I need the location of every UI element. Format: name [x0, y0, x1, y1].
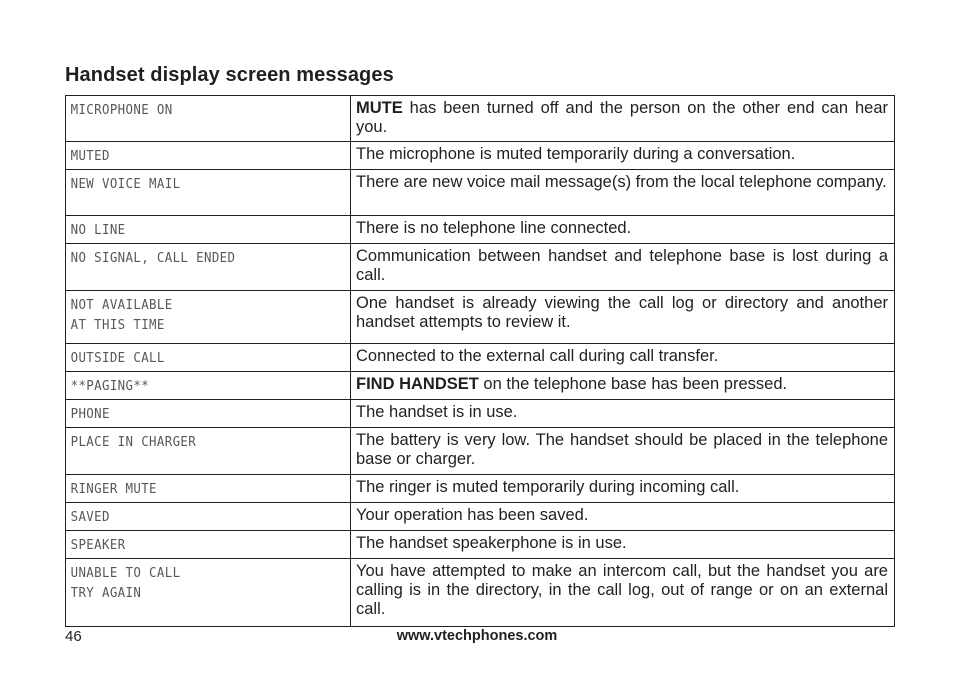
page-title: Handset display screen messages — [65, 64, 394, 86]
table-row — [66, 475, 895, 503]
description-text — [351, 372, 894, 396]
display-message-text: NOT AVAILABLE AT THIS TIME — [70, 297, 173, 333]
description-text — [351, 291, 894, 334]
messages-table — [65, 95, 895, 627]
display-message-cell — [66, 216, 351, 244]
description-body: Your operation has been saved. — [356, 506, 589, 524]
display-message-cell — [66, 475, 351, 503]
description-text — [351, 96, 894, 139]
description-body: The handset speakerphone is in use. — [356, 534, 627, 552]
page-number: 46 — [65, 628, 82, 645]
description-text — [351, 216, 894, 240]
display-message-cell — [66, 503, 351, 531]
display-message-text: PLACE IN CHARGER — [70, 434, 197, 450]
description-cell — [351, 96, 895, 142]
table-row — [66, 559, 895, 627]
description-body: Communication between handset and telephone base is lost during a call. — [356, 247, 888, 284]
display-message-cell — [66, 291, 351, 344]
description-cell — [351, 475, 895, 503]
description-text — [351, 475, 894, 499]
display-message-cell — [66, 531, 351, 559]
description-body: There is no telephone line connected. — [356, 219, 632, 237]
table-row — [66, 344, 895, 372]
footer-url: www.vtechphones.com — [396, 628, 558, 644]
description-cell — [351, 216, 895, 244]
description-body: The battery is very low. The handset should be placed in the telephone base or charger. — [356, 431, 888, 468]
key-name: MUTE — [356, 99, 403, 117]
table-row — [66, 96, 895, 142]
display-message-text: SPEAKER — [70, 537, 126, 553]
display-message-cell — [66, 344, 351, 372]
key-name: FIND HANDSET — [356, 375, 479, 393]
display-message-cell — [66, 400, 351, 428]
description-body: There are new voice mail message(s) from the local telephone company. — [356, 173, 887, 191]
description-text — [351, 400, 894, 424]
description-body: One handset is already viewing the call log or directory and another handset attempts to review it. — [356, 294, 888, 331]
table-row — [66, 170, 895, 216]
description-body: The ringer is muted temporarily during incoming call. — [356, 478, 740, 496]
description-cell — [351, 244, 895, 291]
description-cell — [351, 170, 895, 216]
description-cell — [351, 142, 895, 170]
description-body: has been turned off and the person on the other end can hear you. — [356, 99, 888, 136]
table-row — [66, 400, 895, 428]
table-row — [66, 142, 895, 170]
display-message-text: UNABLE TO CALL TRY AGAIN — [70, 565, 181, 601]
messages-table-body — [66, 96, 895, 627]
display-message-text: RINGER MUTE — [70, 481, 157, 497]
table-row — [66, 291, 895, 344]
description-cell — [351, 531, 895, 559]
display-message-text: NEW VOICE MAIL — [70, 176, 181, 192]
table-row — [66, 531, 895, 559]
description-body: The handset is in use. — [356, 403, 518, 421]
description-text — [351, 559, 894, 621]
description-body: You have attempted to make an intercom call, but the handset you are calling is in the directory, in the call log, out of range or on an external call. — [356, 562, 888, 618]
description-text — [351, 503, 894, 527]
table-row — [66, 216, 895, 244]
display-message-text: SAVED — [70, 509, 110, 525]
description-cell — [351, 428, 895, 475]
description-text — [351, 344, 894, 368]
display-message-cell — [66, 170, 351, 216]
table-row — [66, 244, 895, 291]
display-message-cell — [66, 244, 351, 291]
description-cell — [351, 400, 895, 428]
description-body: Connected to the external call during call transfer. — [356, 347, 719, 365]
display-message-cell — [66, 142, 351, 170]
description-cell — [351, 372, 895, 400]
display-message-text: **PAGING** — [70, 378, 150, 394]
description-text — [351, 244, 894, 287]
description-body: The microphone is muted temporarily during a conversation. — [356, 145, 796, 163]
display-message-text: NO SIGNAL, CALL ENDED — [70, 250, 236, 266]
description-cell — [351, 291, 895, 344]
description-cell — [351, 559, 895, 627]
display-message-cell — [66, 96, 351, 142]
description-cell — [351, 503, 895, 531]
description-text — [351, 531, 894, 555]
description-text — [351, 170, 894, 194]
description-text — [351, 142, 894, 166]
display-message-cell — [66, 428, 351, 475]
table-row — [66, 428, 895, 475]
display-message-cell — [66, 559, 351, 627]
description-body: on the telephone base has been pressed. — [478, 375, 788, 393]
display-message-text: NO LINE — [70, 222, 126, 238]
description-text — [351, 428, 894, 471]
description-cell — [351, 344, 895, 372]
display-message-cell — [66, 372, 351, 400]
display-message-text: MICROPHONE ON — [70, 102, 173, 118]
display-message-text: OUTSIDE CALL — [70, 350, 165, 366]
display-message-text: PHONE — [70, 406, 110, 422]
table-row — [66, 503, 895, 531]
table-row — [66, 372, 895, 400]
display-message-text: MUTED — [70, 148, 110, 164]
